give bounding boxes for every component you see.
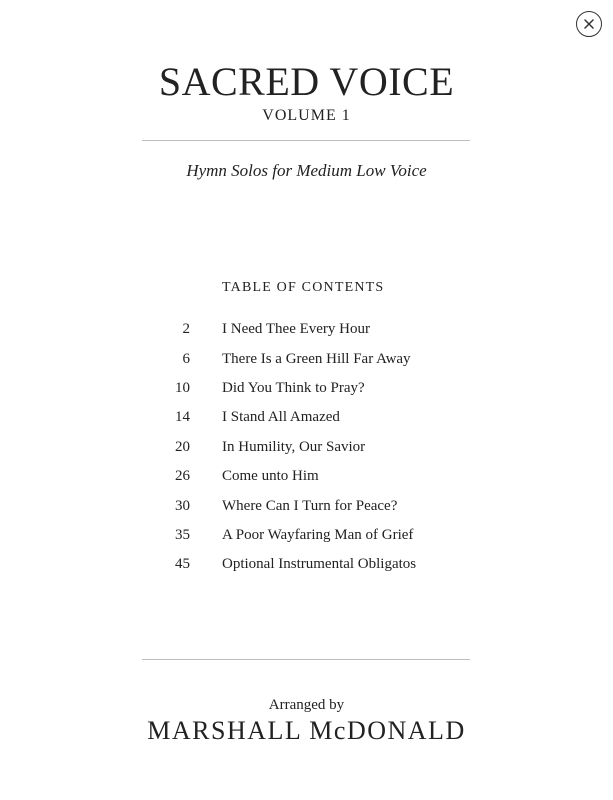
arranger-name: MARSHALL McDONALD [147, 716, 466, 745]
toc-page-number: 26 [175, 468, 190, 485]
page-title: SACRED VOICE [158, 59, 455, 104]
toc-page-number: 14 [175, 409, 190, 426]
toc-item-title: In Humility, Our Savior [222, 438, 366, 455]
toc-item[interactable] [150, 491, 470, 520]
toc-page-number: 2 [182, 321, 190, 338]
toc-item[interactable] [150, 374, 470, 403]
toc-item-title: Come unto Him [222, 468, 319, 485]
toc-item[interactable] [150, 403, 470, 432]
tagline: Hymn Solos for Medium Low Voice [186, 161, 427, 180]
toc-page-number: 35 [175, 526, 190, 543]
toc-page-number: 6 [182, 350, 190, 367]
toc-item[interactable] [150, 433, 470, 462]
toc-item-title: Optional Instrumental Obligatos [222, 556, 417, 573]
toc-item-title: A Poor Wayfaring Man of Grief [222, 526, 414, 543]
toc-item[interactable] [150, 550, 470, 579]
divider-bottom [142, 659, 470, 660]
toc-item-title: I Need Thee Every Hour [222, 321, 370, 338]
close-button[interactable] [576, 11, 602, 37]
toc-list [150, 315, 470, 580]
arranged-by-label: Arranged by [268, 697, 345, 713]
toc-page-number: 20 [175, 438, 190, 455]
toc-item-title: There Is a Green Hill Far Away [222, 350, 411, 367]
toc-item[interactable] [150, 462, 470, 491]
volume-label: VOLUME 1 [262, 107, 351, 124]
divider-top [142, 140, 470, 141]
toc-item[interactable] [150, 521, 470, 550]
close-icon [584, 19, 594, 29]
toc-item[interactable] [150, 344, 470, 373]
toc-item-title: Where Can I Turn for Peace? [222, 497, 398, 514]
toc-heading: TABLE OF CONTENTS [222, 280, 385, 295]
toc-page-number: 30 [175, 497, 190, 514]
toc-item-title: Did You Think to Pray? [222, 379, 365, 396]
toc-item-title: I Stand All Amazed [222, 409, 340, 426]
toc-page-number: 45 [175, 556, 190, 573]
toc-page-number: 10 [175, 379, 190, 396]
toc-item[interactable] [150, 315, 470, 344]
